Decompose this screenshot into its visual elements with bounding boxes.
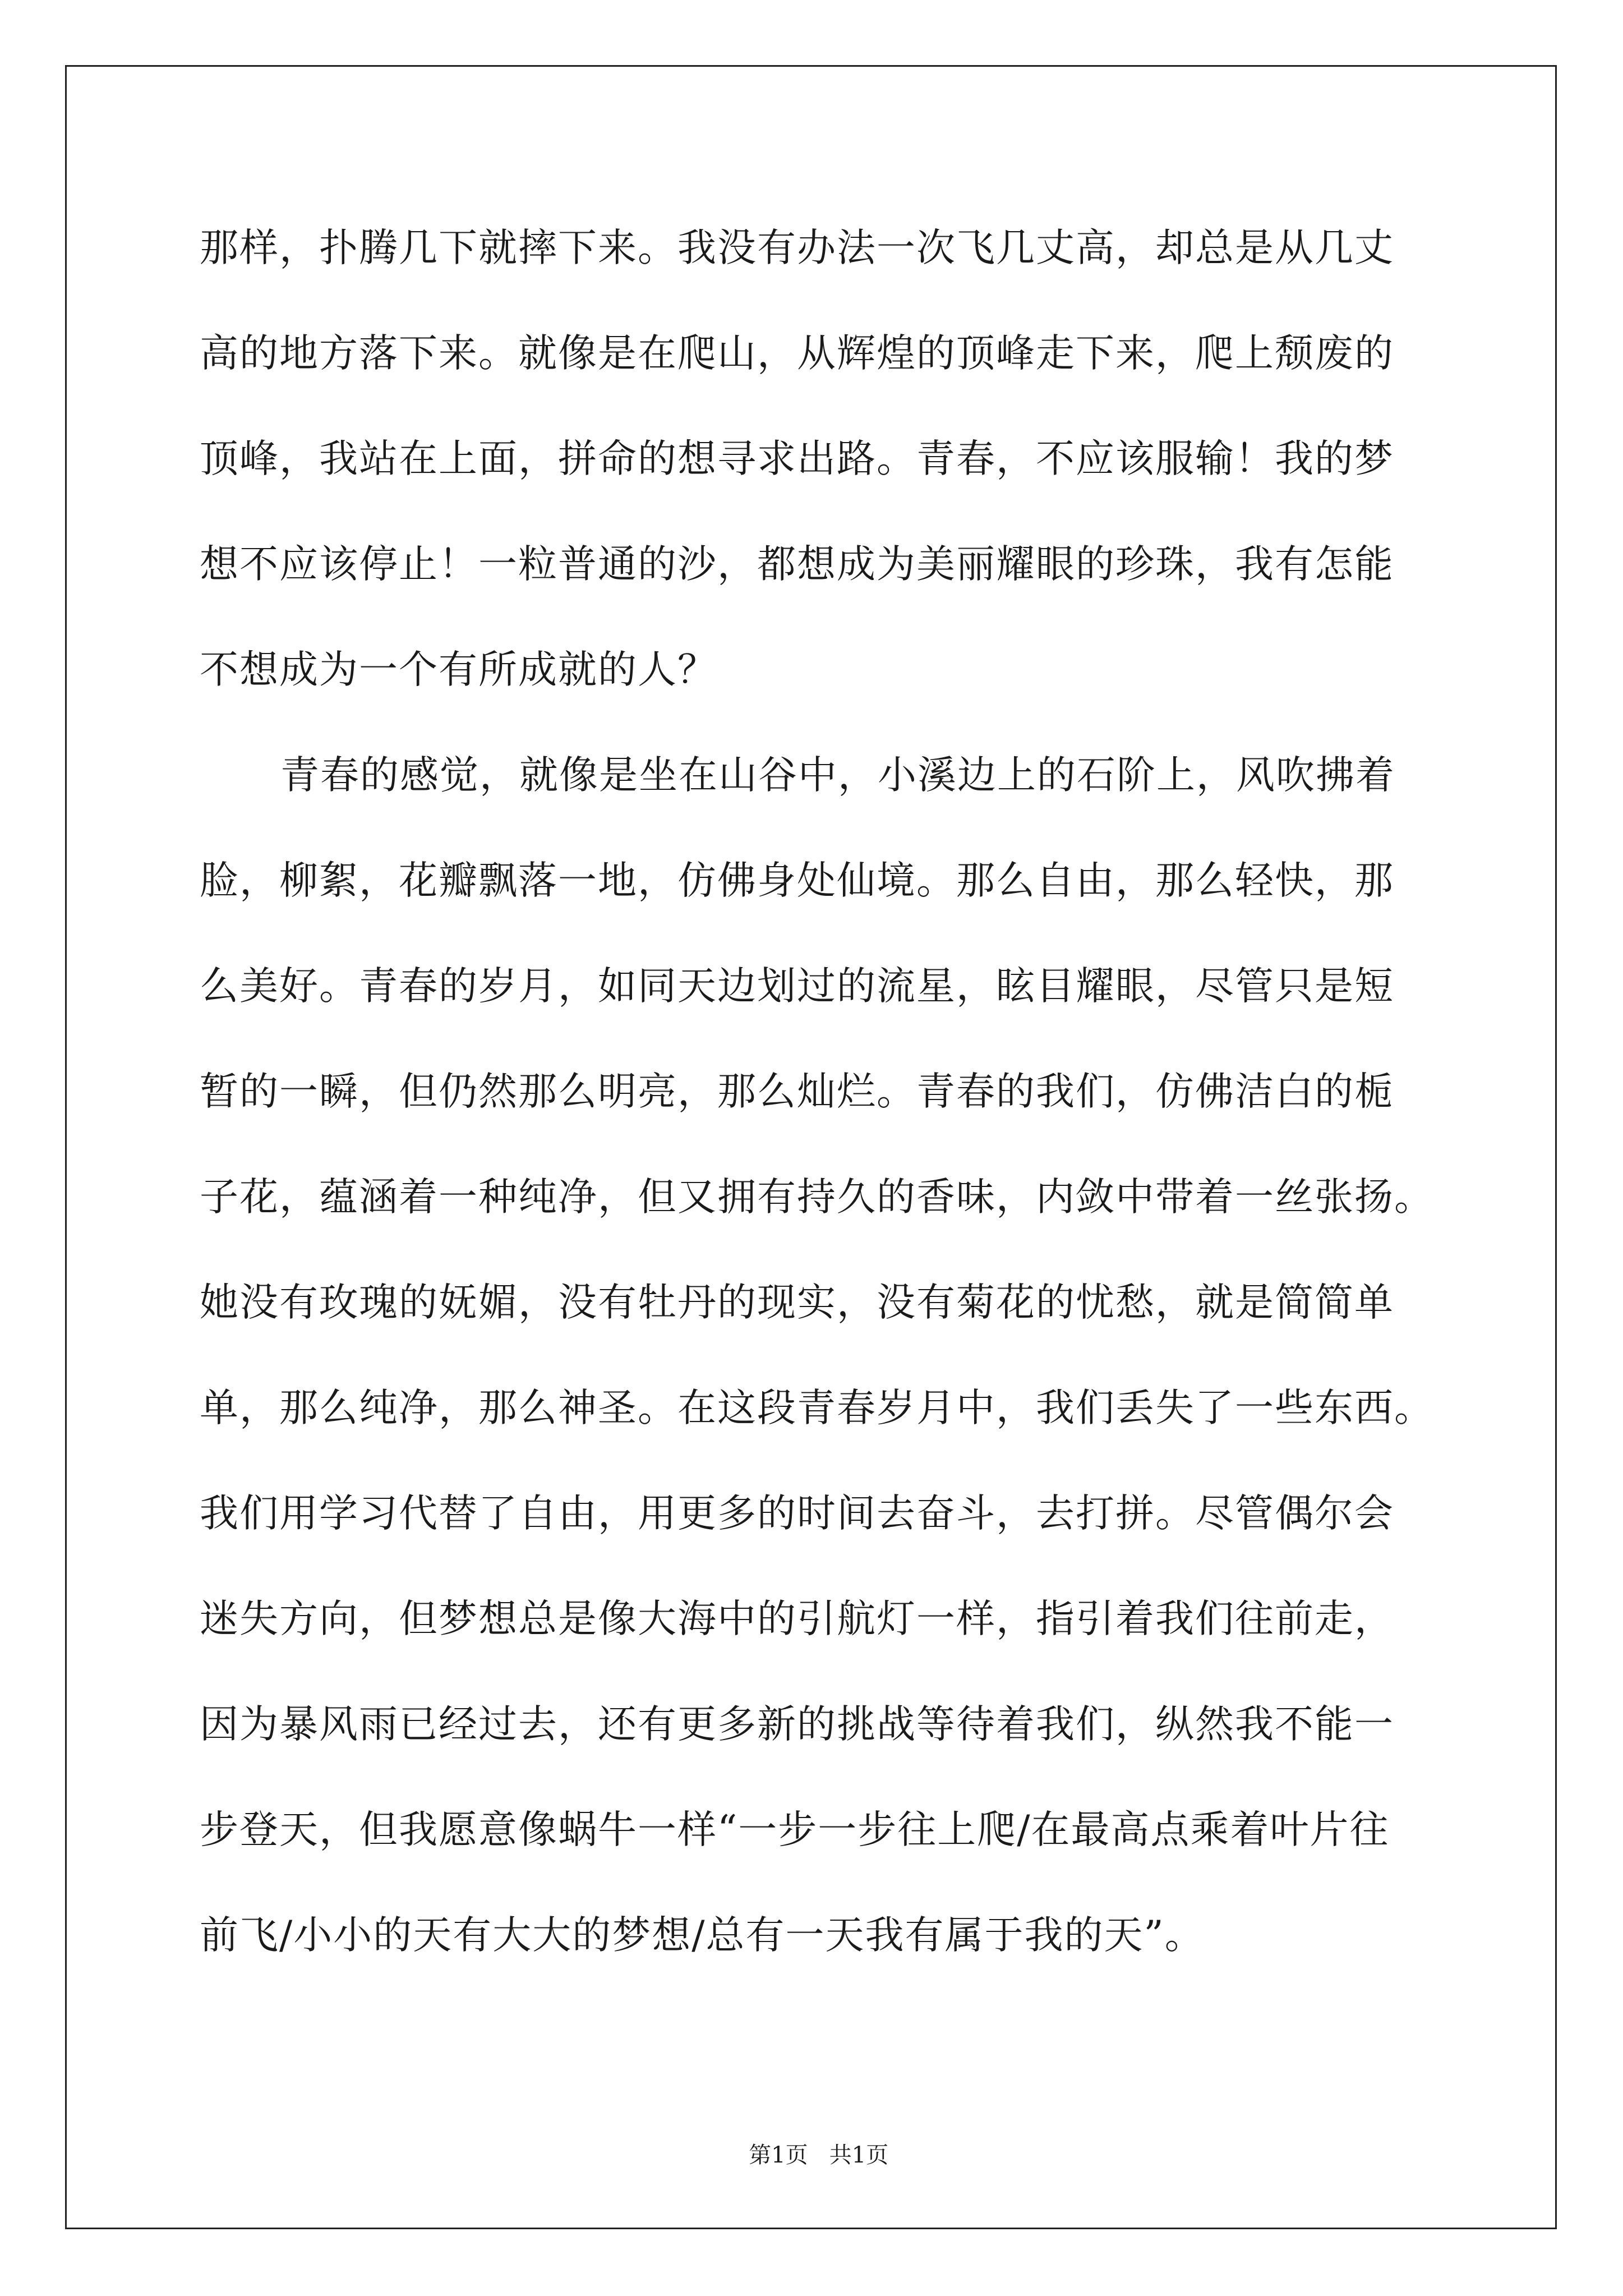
text-line: 想不应该停止！一粒普通的沙，都想成为美丽耀眼的珍珠，我有怎能: [200, 542, 1394, 587]
text-line: 子花，蕴涵着一种纯净，但又拥有持久的香味，内敛中带着一丝张扬。: [200, 1175, 1434, 1220]
text-line: 步登天，但我愿意像蜗牛一样“一步一步往上爬/在最高点乘着叶片往: [200, 1807, 1390, 1852]
text-line: 迷失方向，但梦想总是像大海中的引航灯一样，指引着我们往前走，: [200, 1596, 1394, 1641]
text-line: 前飞/小小的天有大大的梦想/总有一天我有属于我的天”。: [200, 1913, 1205, 1958]
text-line: 我们用学习代替了自由，用更多的时间去奋斗，去打拼。尽管偶尔会: [200, 1491, 1394, 1536]
paragraph-first-line: 青春的感觉，就像是坐在山谷中，小溪边上的石阶上，风吹拂着: [280, 753, 1395, 798]
text-line: 顶峰，我站在上面，拼命的想寻求出路。青春，不应该服输！我的梦: [200, 436, 1394, 481]
text-line: 暂的一瞬，但仍然那么明亮，那么灿烂。青春的我们，仿佛洁白的栀: [200, 1069, 1394, 1114]
text-line: 她没有玫瑰的妩媚，没有牡丹的现实，没有菊花的忧愁，就是简简单: [200, 1280, 1394, 1325]
text-line: 高的地方落下来。就像是在爬山，从辉煌的顶峰走下来，爬上颓废的: [200, 331, 1394, 376]
text-line: 因为暴风雨已经过去，还有更多新的挑战等待着我们，纵然我不能一: [200, 1702, 1394, 1747]
text-line: 那样，扑腾几下就摔下来。我没有办法一次飞几丈高，却总是从几丈: [200, 226, 1394, 270]
text-line: 脸，柳絮，花瓣飘落一地，仿佛身处仙境。那么自由，那么轻快，那: [200, 858, 1394, 903]
text-line: 单，那么纯净，那么神圣。在这段青春岁月中，我们丢失了一些东西。: [200, 1386, 1434, 1430]
page-footer: [0, 2115, 1623, 2169]
text-line: 不想成为一个有所成就的人？: [200, 647, 717, 692]
document-body: [200, 220, 1433, 2013]
page-number: 第1页 共1页: [749, 2142, 889, 2168]
text-line: 么美好。青春的岁月，如同天边划过的流星，眩目耀眼，尽管只是短: [200, 964, 1394, 1009]
